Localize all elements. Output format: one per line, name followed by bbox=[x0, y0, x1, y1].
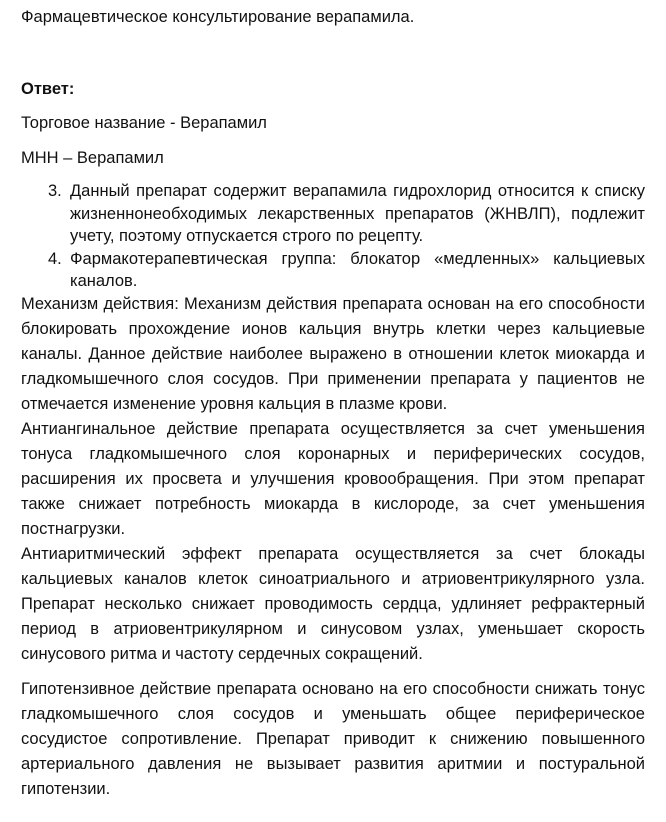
answer-label: Ответ: bbox=[21, 80, 75, 98]
list-item-number: 3. bbox=[48, 182, 62, 200]
list-item-text: Фармакотерапевтическая группа: блокатор «медленных» кальциевых каналов. bbox=[70, 249, 645, 290]
paragraph-antianginal: Антиангинальное действие препарата осуществляется за счет уменьшения тонуса гладкомышечного слоя коронарных и периферических сосудов, расширения их просвета и улучшения кровообращения. При этом препарат также снижает потребность миокарда в кислороде, за счет уменьшения постнагрузки. bbox=[21, 420, 645, 538]
paragraph-hypotensive: Гипотензивное действие препарата основано на его способности снижать тонус гладкомышечного слоя сосудов и уменьшать общее периферическое сосудистое сопротивление. Препарат приводит к снижению повышенного артериального давления не вызывает развития аритмии и постуральной гипотензии. bbox=[21, 680, 645, 798]
list-item-number: 4. bbox=[48, 249, 62, 268]
numbered-list bbox=[21, 180, 645, 293]
inn-line: МНН – Верапамил bbox=[21, 149, 164, 167]
document-title: Фармацевтическое консультирование верапамила. bbox=[21, 8, 415, 26]
list-item-text: Данный препарат содержит верапамила гидрохлорид относится к списку жизненнонеобходимых лекарственных препаратов (ЖНВЛП), подлежит учету, поэтому отпускается строго по рецепту. bbox=[70, 182, 645, 245]
list-item bbox=[21, 180, 645, 248]
paragraph-mechanism: Механизм действия: Механизм действия препарата основан на его способности блокировать прохождение ионов кальция внутрь клетки через кальциевые каналы. Данное действие наиболее выражено в отношении клеток миокарда и гладкомышечного слоя сосудов. При применении препарата у пациентов не отмечается изменение уровня кальция в плазме крови. bbox=[21, 295, 645, 413]
list-item bbox=[21, 248, 645, 293]
trade-name-line: Торговое название - Верапамил bbox=[21, 114, 267, 132]
paragraph-antiarrhythmic: Антиаритмический эффект препарата осуществляется за счет блокады кальциевых каналов клеток синоатриального и атриовентрикулярного узла. Препарат несколько снижает проводимость сердца, удлиняет рефрактерный период в атриовентрикулярном и синусовом узлах, уменьшает скорость синусового ритма и частоту сердечных сокращений. bbox=[21, 545, 645, 663]
body-text bbox=[21, 292, 645, 802]
